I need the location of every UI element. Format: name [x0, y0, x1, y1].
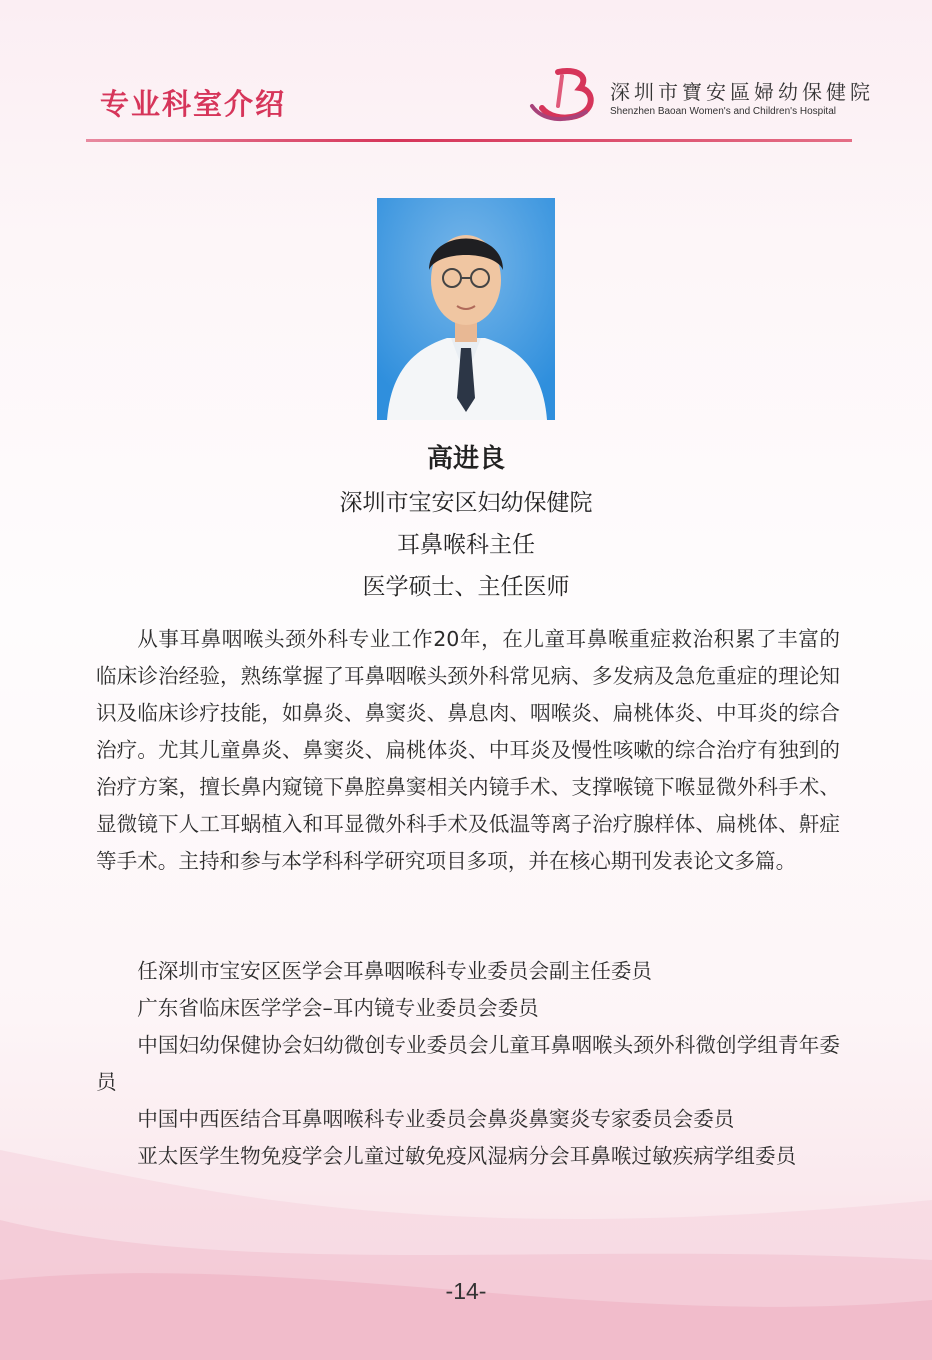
- position-item: 中国中西医结合耳鼻咽喉科专业委员会鼻炎鼻窦炎专家委员会委员: [137, 1107, 735, 1131]
- doctor-department-title: 耳鼻喉科主任: [397, 532, 535, 558]
- doctor-name: 高进良: [426, 444, 505, 474]
- position-item: 广东省临床医学学会–耳内镜专业委员会委员: [137, 996, 539, 1020]
- section-title: 专业科室介绍: [100, 87, 287, 121]
- page-number: -14-: [445, 1278, 487, 1304]
- position-item: 中国妇幼保健协会妇幼微创专业委员会儿童耳鼻咽喉头颈外科微创学组青年委员: [96, 1033, 840, 1094]
- doctor-bio: 从事耳鼻咽喉头颈外科专业工作20年，在儿童耳鼻喉重症救治积累了丰富的临床诊治经验，熟练掌握了耳鼻咽喉头颈外科常见病、多发病及急危重症的理论知识及临床诊疗技能，如鼻炎、鼻窦炎、鼻息肉、咽喉炎、扁桃体炎、中耳炎的综合治疗。尤其儿童鼻炎、鼻窦炎、扁桃体炎、中耳炎及慢性咳嗽的综合治疗有独到的治疗方案，擅长鼻内窥镜下鼻腔鼻窦相关内镜手术、支撑喉镜下喉显微外科手术、显微镜下人工耳蜗植入和耳显微外科手术及低温等离子治疗腺样体、扁桃体、鼾症等手术。主持和参与本学科科学研究项目多项，并在核心期刊发表论文多篇。: [96, 627, 840, 873]
- header-divider: [86, 139, 852, 142]
- hospital-name-cn: 深圳市寶安區婦幼保健院: [610, 80, 874, 104]
- doctor-hospital: 深圳市宝安区妇幼保健院: [339, 490, 593, 516]
- hospital-logo-icon: [528, 66, 606, 126]
- doctor-portrait: [377, 198, 555, 420]
- position-item: 亚太医学生物免疫学会儿童过敏免疫风湿病分会耳鼻喉过敏疾病学组委员: [137, 1144, 797, 1168]
- doctor-degree-title: 医学硕士、主任医师: [362, 574, 570, 600]
- portrait-illustration: [377, 198, 555, 420]
- hospital-logo: [528, 66, 874, 126]
- hospital-name-en: Shenzhen Baoan Women's and Children's Hospital: [610, 106, 836, 117]
- position-item: 任深圳市宝安区医学会耳鼻咽喉科专业委员会副主任委员: [137, 959, 653, 983]
